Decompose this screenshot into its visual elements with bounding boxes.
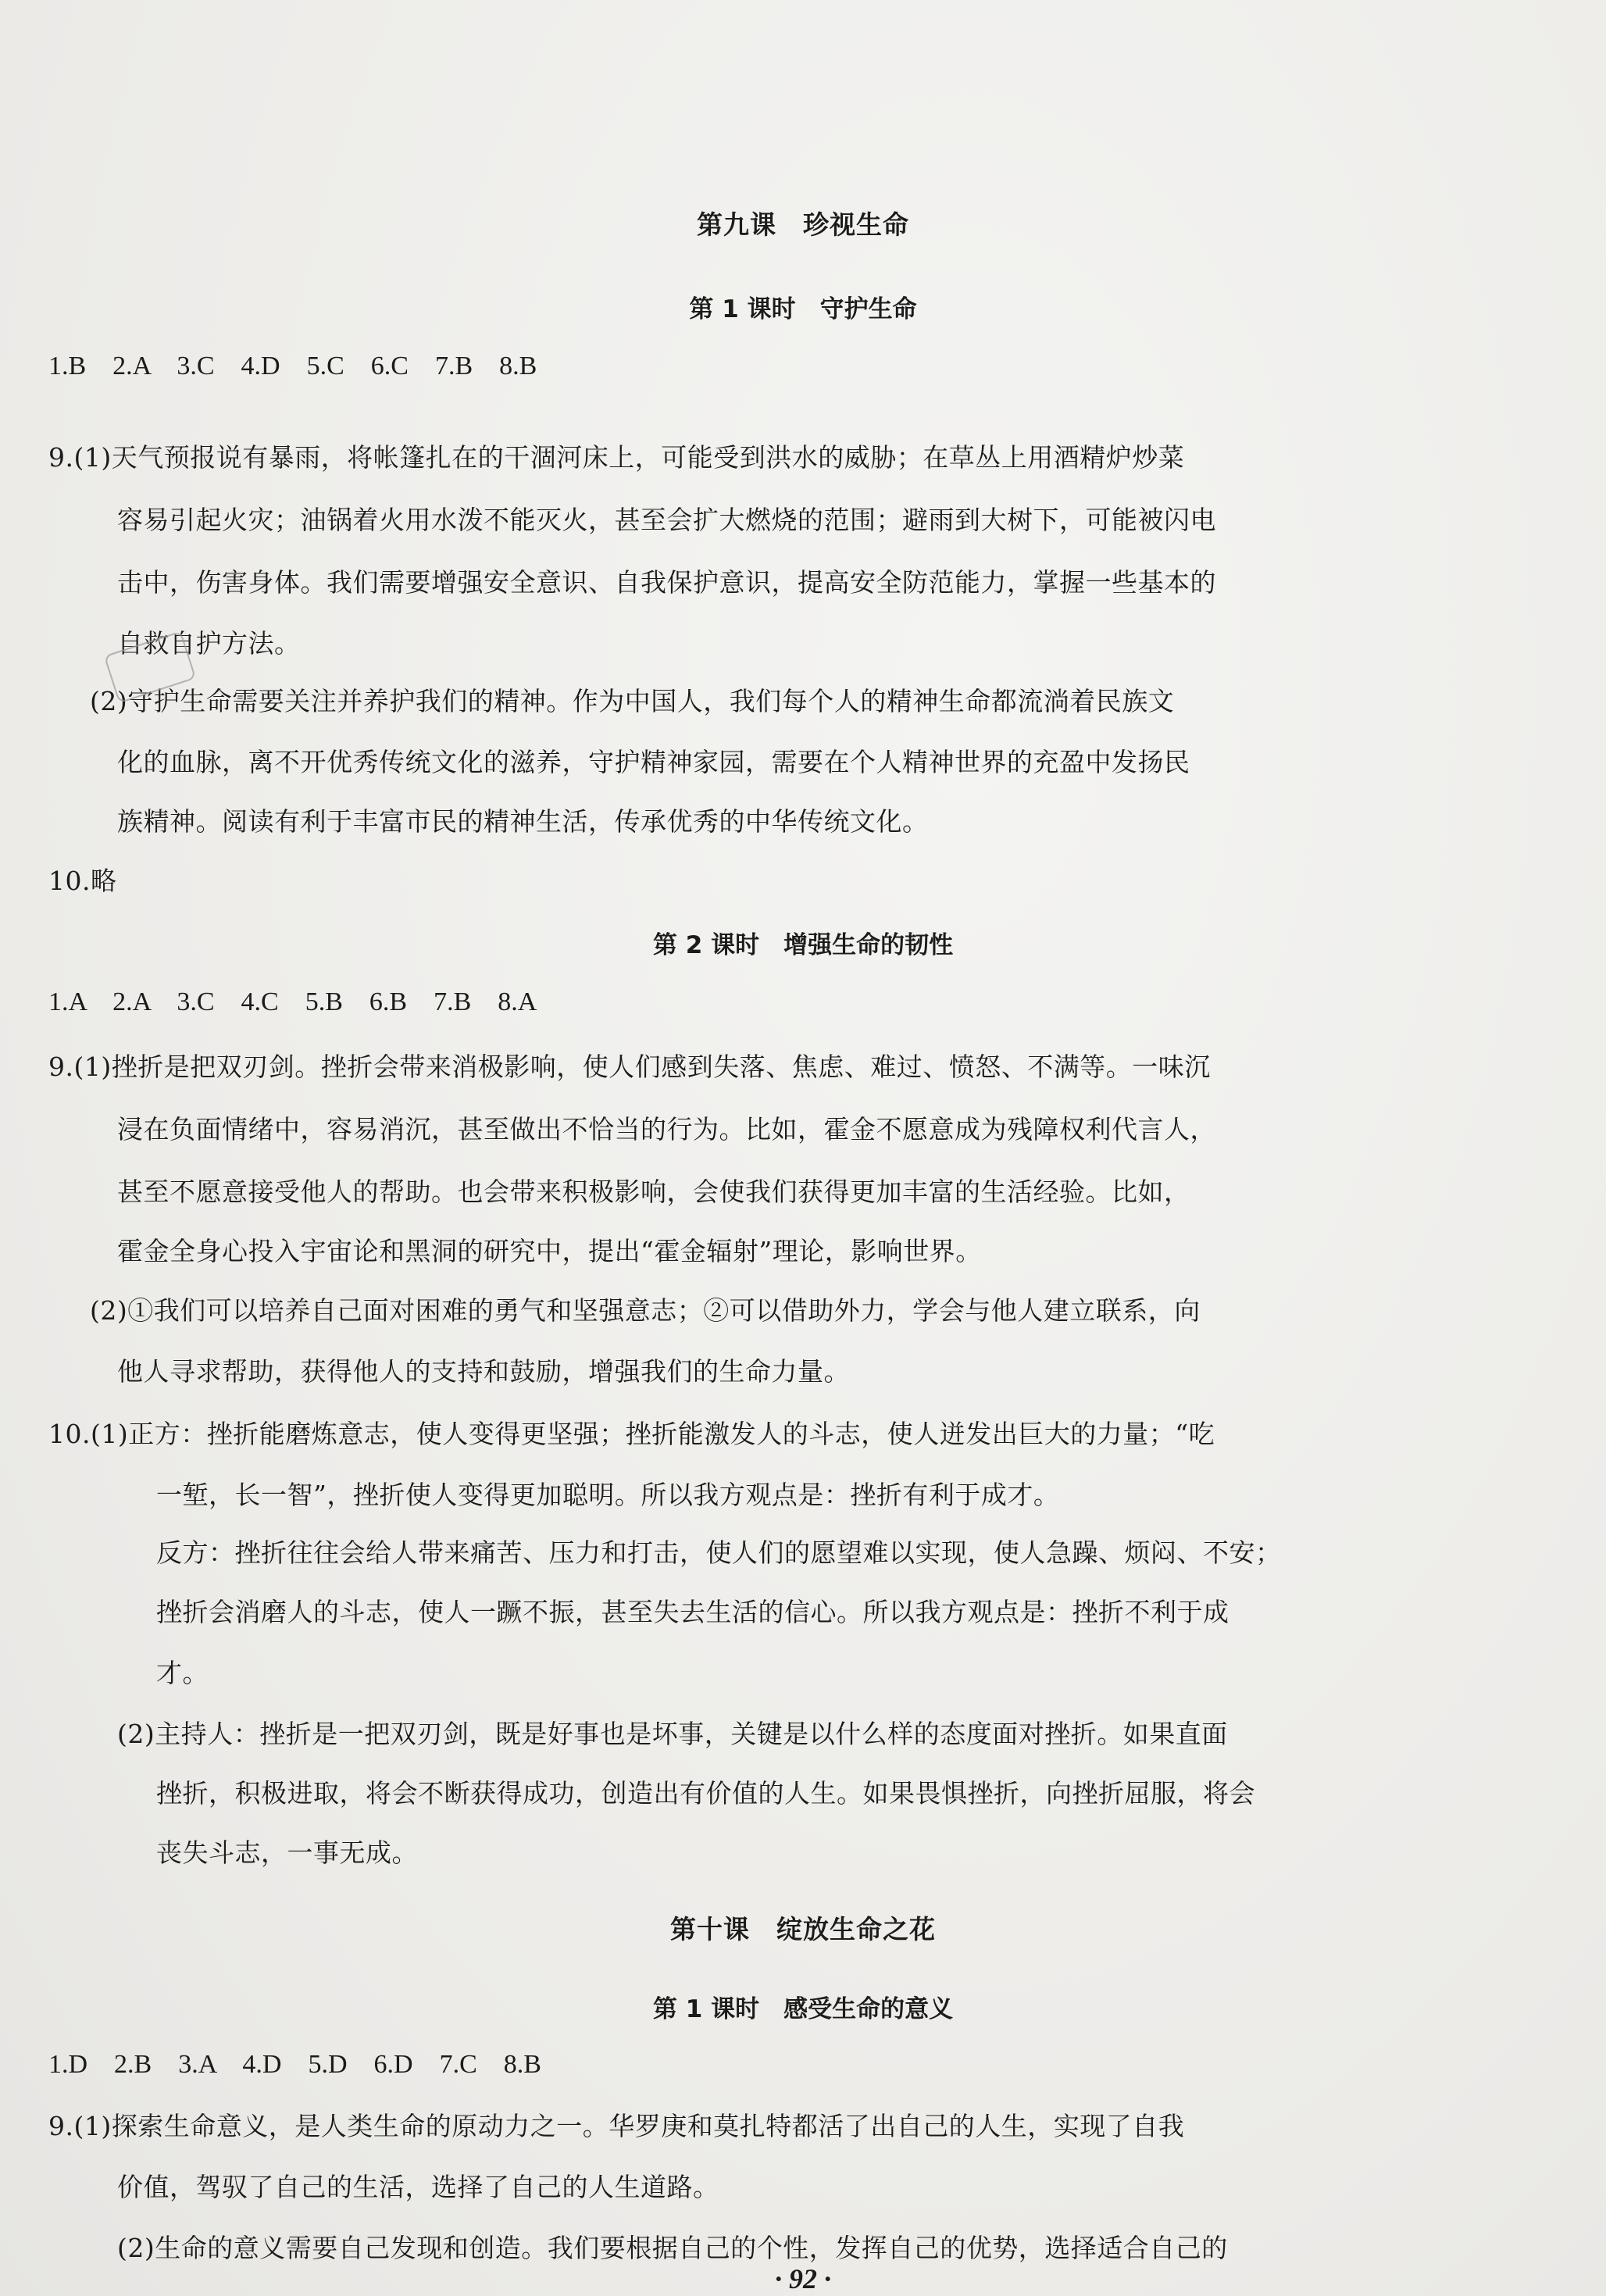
page-number: · 92 · <box>775 2263 831 2294</box>
lesson10-s1-q9-2-line1: (2)生命的意义需要自己发现和创造。我们要根据自己的个性，发挥自己的优势，选择适合自己的 <box>117 2233 1228 2263</box>
lesson10-session1-title: 第 1 课时 感受生命的意义 <box>652 1995 954 2023</box>
lesson10-s1-q9-1-line2: 价值，驾驭了自己的生活，选择了自己的人生道路。 <box>117 2172 719 2202</box>
lesson10-title: 第十课 绽放生命之花 <box>670 1914 936 1944</box>
lesson9-s2-q9-2-line1: (2)①我们可以培养自己面对困难的勇气和坚强意志；②可以借助外力，学会与他人建立联系，向 <box>90 1295 1201 1326</box>
lesson9-s2-q10-1-line2: 一堑，长一智”，挫折使人变得更加聪明。所以我方观点是：挫折有利于成才。 <box>156 1480 1060 1510</box>
lesson9-s2-q10-1-line5: 才。 <box>156 1658 209 1688</box>
lesson9-s1-q10: 10.略 <box>48 866 117 896</box>
lesson9-s2-q10-1-line4: 挫折会消磨人的斗志，使人一蹶不振，甚至失去生活的信心。所以我方观点是：挫折不利于成 <box>156 1597 1229 1627</box>
lesson9-title: 第九课 珍视生命 <box>697 209 909 240</box>
lesson9-s1-mc-answers: 1.B 2.A 3.C 4.D 5.C 6.C 7.B 8.B <box>48 352 537 380</box>
lesson9-s2-mc-answers: 1.A 2.A 3.C 4.C 5.B 6.B 7.B 8.A <box>48 987 537 1016</box>
lesson9-session2-title: 第 2 课时 增强生命的韧性 <box>652 931 954 959</box>
lesson9-s2-q9-1-line4: 霍金全身心投入宇宙论和黑洞的研究中，提出“霍金辐射”理论，影响世界。 <box>117 1236 982 1266</box>
lesson9-s1-q9-1-line4: 自救自护方法。 <box>117 628 301 659</box>
lesson9-s2-q10-2-line3: 丧失斗志，一事无成。 <box>156 1837 418 1868</box>
lesson9-s1-q9-1-line2: 容易引起火灾；油锅着火用水泼不能灭火，甚至会扩大燃烧的范围；避雨到大树下，可能被闪电 <box>117 505 1216 535</box>
lesson9-s2-q9-1-line3: 甚至不愿意接受他人的帮助。也会带来积极影响，会使我们获得更加丰富的生活经验。比如， <box>117 1177 1190 1207</box>
lesson9-s1-q9-1-line1: 9.(1)天气预报说有暴雨，将帐篷扎在的干涸河床上，可能受到洪水的威胁；在草丛上用酒精炉炒菜 <box>48 442 1185 473</box>
lesson10-s1-q9-1-line1: 9.(1)探索生命意义，是人类生命的原动力之一。华罗庚和莫扎特都活了出自己的人生，实现了自我 <box>48 2111 1185 2141</box>
lesson9-s2-q9-1-line1: 9.(1)挫折是把双刃剑。挫折会带来消极影响，使人们感到失落、焦虑、难过、愤怒、不满等。一味沉 <box>48 1052 1211 1082</box>
lesson9-s2-q10-2-line2: 挫折，积极进取，将会不断获得成功，创造出有价值的人生。如果畏惧挫折，向挫折屈服，将会 <box>156 1778 1255 1809</box>
lesson9-s2-q9-1-line2: 浸在负面情绪中，容易消沉，甚至做出不恰当的行为。比如，霍金不愿意成为残障权利代言人， <box>117 1114 1216 1144</box>
lesson9-s1-q9-1-line3: 击中，伤害身体。我们需要增强安全意识、自我保护意识，提高安全防范能力，掌握一些基本的 <box>117 567 1216 598</box>
lesson9-s1-q9-2-line3: 族精神。阅读有利于丰富市民的精神生活，传承优秀的中华传统文化。 <box>117 806 929 837</box>
lesson9-s1-q9-2-line2: 化的血脉，离不开优秀传统文化的滋养，守护精神家园，需要在个人精神世界的充盈中发扬民 <box>117 747 1190 777</box>
lesson9-s1-q9-2-line1: (2)守护生命需要关注并养护我们的精神。作为中国人，我们每个人的精神生命都流淌着民族文 <box>90 686 1175 716</box>
lesson9-s2-q10-1-line1: 10.(1)正方：挫折能磨炼意志，使人变得更坚强；挫折能激发人的斗志，使人迸发出巨大的力量；“吃 <box>48 1419 1215 1449</box>
lesson10-s1-mc-answers: 1.D 2.B 3.A 4.D 5.D 6.D 7.C 8.B <box>48 2050 541 2079</box>
lesson9-session1-title: 第 1 课时 守护生命 <box>689 295 917 323</box>
lesson9-s2-q10-1-line3: 反方：挫折往往会给人带来痛苦、压力和打击，使人们的愿望难以实现，使人急躁、烦闷、不安； <box>156 1537 1282 1568</box>
lesson9-s2-q10-2-line1: (2)主持人：挫折是一把双刃剑，既是好事也是坏事，关键是以什么样的态度面对挫折。如果直面 <box>117 1719 1228 1749</box>
lesson9-s2-q9-2-line2: 他人寻求帮助，获得他人的支持和鼓励，增强我们的生命力量。 <box>117 1356 850 1387</box>
